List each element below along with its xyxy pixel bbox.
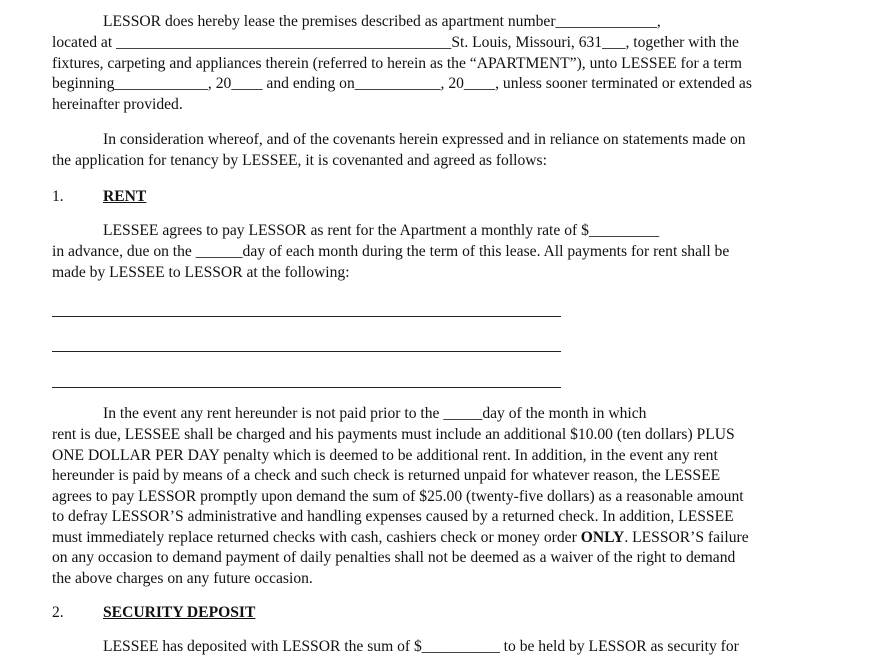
intro-line-3: fixtures, carpeting and appliances therein (referred to herein as the “APARTMENT”), unto LESSEE for a term (52, 55, 743, 72)
section-1-number: 1. (52, 188, 64, 205)
late-rent-line-7 (52, 528, 749, 548)
late-rent-line-9: the above charges on any future occasion. (52, 570, 313, 587)
late-rent-line-7-pre: must immediately replace returned checks with cash, cashiers check or money order (52, 529, 581, 546)
payment-address-line-2 (52, 351, 561, 352)
consideration-line-2: the application for tenancy by LESSEE, it is covenanted and agreed as follows: (52, 152, 547, 169)
payment-address-line-1 (52, 316, 561, 317)
late-rent-line-6: to defray LESSOR’S administrative and handling expenses caused by a returned check. In addition, LESSEE (52, 508, 734, 525)
late-rent-line-3: ONE DOLLAR PER DAY penalty which is deemed to be additional rent. In addition, in the event any rent (52, 447, 718, 464)
late-rent-line-4: hereunder is paid by means of a check and such check is returned unpaid for whatever reason, the LESSEE (52, 467, 721, 484)
security-deposit-line-1: LESSEE has deposited with LESSOR the sum of $__________ to be held by LESSOR as security for (103, 638, 739, 655)
late-rent-line-7-post: . LESSOR’S failure (624, 529, 749, 546)
late-rent-line-8: on any occasion to demand payment of daily penalties shall not be deemed as a waiver of the right to demand (52, 549, 736, 566)
section-2-number: 2. (52, 604, 64, 621)
rent-line-2: in advance, due on the ______day of each month during the term of this lease. All payments for rent shall be (52, 243, 730, 260)
intro-line-2: located at ___________________________________________St. Louis, Missouri, 631___, together with the (52, 34, 739, 51)
intro-line-1: LESSOR does hereby lease the premises described as apartment number_____________, (103, 13, 661, 30)
late-rent-line-5: agrees to pay LESSOR promptly upon demand the sum of $25.00 (twenty-five dollars) as a reasonable amount (52, 488, 744, 505)
consideration-line-1: In consideration whereof, and of the covenants herein expressed and in reliance on statements made on (103, 131, 746, 148)
intro-line-4: beginning____________, 20____ and ending on___________, 20____, unless sooner terminated or extended as (52, 75, 752, 92)
rent-line-1: LESSEE agrees to pay LESSOR as rent for the Apartment a monthly rate of $_________ (103, 222, 660, 239)
late-rent-line-2: rent is due, LESSEE shall be charged and his payments must include an additional $10.00 (ten dollars) PLUS (52, 426, 735, 443)
rent-line-3: made by LESSEE to LESSOR at the following: (52, 264, 350, 281)
only-emphasis: ONLY (580, 529, 625, 546)
payment-address-line-3 (52, 387, 561, 388)
section-2-title: SECURITY DEPOSIT (103, 604, 256, 621)
section-1-title: RENT (103, 188, 147, 205)
intro-line-5: hereinafter provided. (52, 96, 183, 113)
late-rent-line-1: In the event any rent hereunder is not paid prior to the _____day of the month in which (103, 405, 647, 422)
